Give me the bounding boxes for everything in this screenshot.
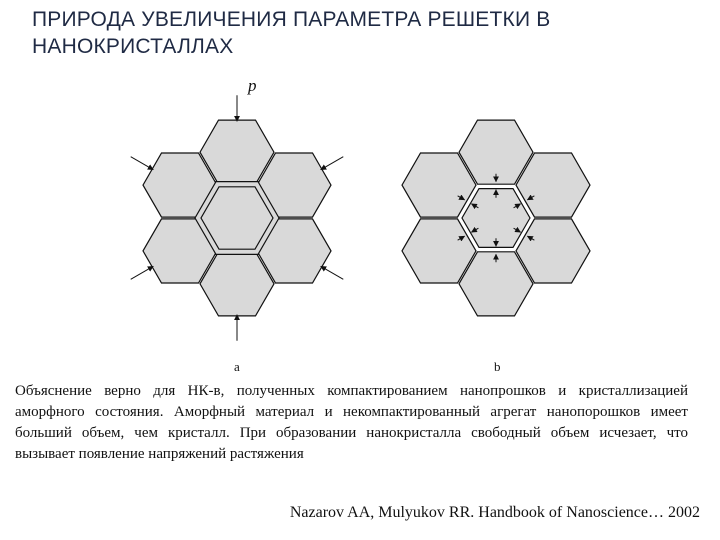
explanation-text: Объяснение верно для НК-в, полученных компактированием нанопрошков и кристаллизацией аморфного состояния. Аморфный материал и некомпактированный агрегат нанопорошков имеет больший объем, чем кристалл. При образовании нанокристалла свободный объем исчезает, что вызывает появление напряжений растяжения	[15, 383, 688, 462]
slide-title: ПРИРОДА УВЕЛИЧЕНИЯ ПАРАМЕТРА РЕШЕТКИ В НАНОКРИСТАЛЛАХ	[32, 8, 551, 58]
pressure-label: p	[248, 76, 257, 95]
pressure-arrow	[131, 157, 154, 170]
reference-citation: Nazarov AA, Mulyukov RR. Handbook of Nanoscience… 2002	[289, 504, 700, 521]
figure-b-label: b	[494, 359, 501, 374]
figure-a-label: a	[234, 359, 240, 374]
pressure-arrow	[131, 266, 154, 279]
pressure-arrow	[321, 266, 344, 279]
pressure-arrow	[321, 157, 344, 170]
